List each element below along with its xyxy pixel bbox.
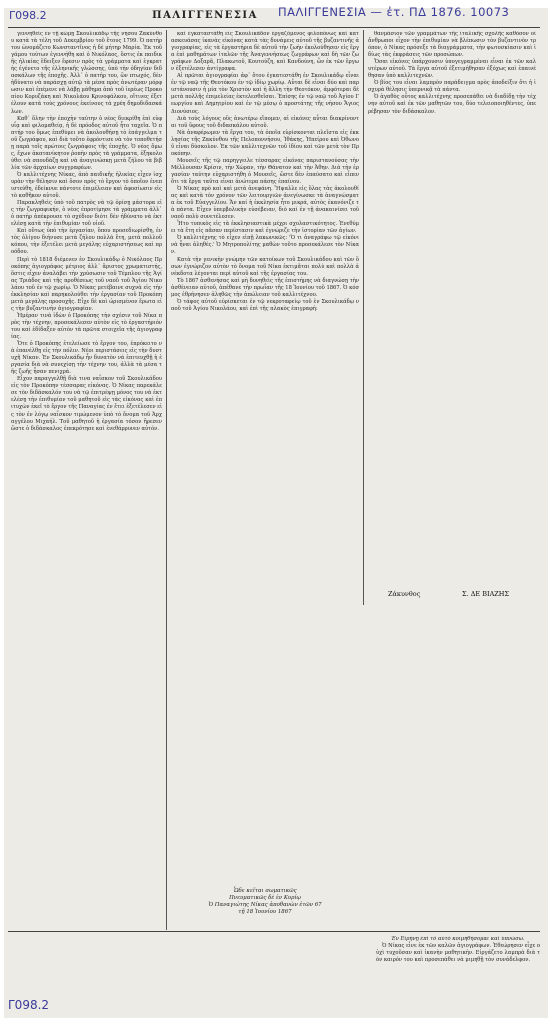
- column-bottom-right: [376, 936, 540, 1014]
- paragraph: Κατὰ τὴν γενικὴν γνώμην τῶν κατοίκων τοῦ Σκουλικάδου καὶ τῶν ὅσων ἐγνώριζον αὐτὸν τὸ ὄνομα τοῦ Νίκα ἐκτιμᾶται πολὺ καὶ πολλὰ ἀνέκδοτα λέγονται περὶ αὐτοῦ καὶ τῆς ἐργασίας του.: [171, 256, 359, 277]
- signature-author: Σ. ΔΕ ΒΙΑΖΗΣ: [462, 590, 510, 598]
- paragraph: Ἦτο τυπικὸς εἰς τὰ ἐκκλησιαστικὰ μέχρι σχολαστικότητος. Ἐνεθύμει τὰ ἔτη εἰς πᾶσαν περίστασιν καὶ ἐγνώριζε τὴν ἱστορίαν τῶν ἁγίων.: [171, 221, 359, 235]
- handwritten-catalog-number-bottom: Γ098.2: [8, 998, 50, 1012]
- paragraph: Ὁ τάφος αὐτοῦ εὑρίσκεται ἐν τῷ νεκροταφείῳ τοῦ ἐν Σκουλικάδῳ ναοῦ τοῦ Ἁγίου Νικολάου, καὶ ἐπὶ τῆς πλακὸς ἐπιγραφή:: [171, 298, 359, 312]
- column-divider: [166, 30, 167, 930]
- column-left: [11, 31, 162, 931]
- column-right: [368, 31, 536, 583]
- paragraph: Ὁ καλλιτέχνης Νίκας, ἀπὸ παιδικῆς ἡλικίας εἶχεν ἰσχυρὰν τὴν θέλησιν καὶ ὅσον πρὸς τὸ ἔργον τὸ ὁποῖον ἐνεπιστεύθη, ἐδείκνυε πάντοτε ἐπιμέλειαν καὶ ἀφοσίωσιν εἰς τὸ καθῆκον αὐτοῦ.: [11, 171, 162, 200]
- paragraph: Καθ᾽ ὅλην τὴν ἐποχὴν ταύτην ὁ νέος διεκρίθη ἐπὶ εὐφυΐᾳ καὶ φιλομαθείᾳ, ἡ δὲ πρόοδος αὐτοῦ ἦτο ταχεῖα. Ὁ πατήρ του ὅμως ἐπεθύμει νὰ ἀκολουθήσῃ τὸ ἐπάγγελμα τοῦ ζωγράφου, καὶ διὰ τοῦτο ἐφρόντισε νὰ τὸν τοποθετήσῃ παρὰ τοῖς πρώτοις ζωγράφοις τῆς ἐποχῆς. Ὁ νέος ὅμως, ἔχων ἀκατανίκητον ῥοπὴν πρὸς τὰ γράμματα, ἐξηκολούθει νὰ σπουδάζῃ καὶ νὰ ἀναγινώσκῃ μετὰ ζήλου τὰ βιβλία τῶν ἀρχαίων συγγραφέων.: [11, 115, 162, 171]
- paragraph: θανμάσιον τῶν γραμμάτων τῆς ἰταλικῆς σχολῆς καθόσον οἱ ἄνθρωποι εἶχον τὴν ἐπιθυμίαν νὰ βλέπωσιν τὸν βυζαντινὸν τρόπον, ὁ Νίκας πρόσεξε τὰ διαγράμματα, τὴν φωτοσκίασιν καὶ ἰδίως τὰς ἐκφράσεις τῶν προσώπων.: [368, 31, 536, 59]
- paragraph: Ὁ ἀγαθὸς οὗτος καλλιτέχνης προσεπάθει νὰ διαδίδῃ τὴν τέχνην αὐτοῦ καὶ ἐκ τῶν μαθητῶν του, δύο τελειοποιηθέντες, ὑπερέβησαν τὸν διδάσκαλον.: [368, 94, 536, 115]
- header-rule: [8, 27, 540, 28]
- paragraph: Ἐν Εἰρήνῃ ἐπὶ τὸ αὐτὸ κοιμηθήσομαι καὶ ὑπνώσω.: [391, 936, 525, 942]
- paragraph: Μουσεῖς τῆς τῷ παρηγγειλε τέσσαρας εἰκόνας παριστανούσας τὴν Μέλλουσαν Κρίσιν, τὴν Χώραν, τὴν Θάνατον καὶ τὴν Ἀθην. Διὰ τὴν ἐργασίαν ταύτην εὐχαριστήθη ὁ Μουσεῖς, ὥστε δὲν ἐπαύσατο καὶ εἶπεν ὅτι τὰ ἔργα ταῦτα εἶναι ἀνώτερα πάσης ἐπαίνου.: [171, 157, 359, 185]
- paragraph: Περὶ τὸ 1818 διέμενεν ἐν Σκουλικάδῳ ὁ Νικόλαος Προκόπης ἁγιογράφος μέτριος ἀλλ᾽ ἄριστος χρωματιστής, ὅστις εἶχεν ἀναλάβει τὴν χρύσωσιν τοῦ Τέμπλου τῆς Ἁγίας Τριάδος καὶ τῆς προθέσεως τοῦ ναοῦ τοῦ Ἁγίου Νικολάου τοῦ ἐν τῷ χωρίῳ. Ὁ Νίκας μετέβαινε συχνὰ εἰς τὴν ἐκκλησίαν καὶ παρηκολούθει τὴν ἐργασίαν τοῦ Προκόπη μετὰ μεγάλης προσοχῆς. Εἶχε δὲ καὶ ὡρισμένον ἔρωτα εἰς τὴν βυζαντινὴν ἁγιογραφίαν.: [11, 256, 162, 312]
- epitaph-line: Πνευματικῶς δὲ ἐν Κυρίῳ: [229, 895, 301, 901]
- column-middle: [171, 31, 359, 891]
- paragraph: Καὶ οὕτως ὑπὸ τὴν ἐργασίαν, ὅπου προσεδιωρίσθη, ἐντὸς ὀλίγου διήνυσε μετὰ ζήλου πολλὰ ἔτη, μετὰ πολλοῦ κόπου, τὴν ἐξετέλει μετὰ μεγάλης εὐχαριστήσεως καὶ προόδου.: [11, 228, 162, 256]
- handwritten-source-note: ΠΑΛΙΓΓΕΝΕΣΙΑ — ἐτ. ΠΔ 1876. 10073: [278, 5, 510, 19]
- paragraph: Παρακληθεὶς ὑπὸ τοῦ πατρὸς νὰ τῷ ὀρίσῃ μάστορα εἰς τὴν ζωγραφικήν, ὁ νέος ἐπροτίμησε τὰ γράμματα ἀλλ᾽ ὁ πατὴρ ἀπέκρουσε τὸ σχέδιον διότι δὲν ἠδύνατο νὰ ἐκτελέσῃ κατὰ τὴν ἐπιθυμίαν τοῦ υἱοῦ.: [11, 200, 162, 228]
- paragraph: Ὅτε ὁ Προκόπης ἐτελείωσε τὸ ἔργον του, ἐπρόκειτο νὰ ἐπανέλθῃ εἰς τὴν πόλιν. Νέοι περιστάσεις εἰς τὴν δυστυχῆ Νίκαν. Ἐν Σκουλικάδῳ ἦν δυνατὸν νὰ ἐπιτευχθῇ ἡ ἐργασία διὰ νὰ συνεχίσῃ τὴν τέχνην του, ἀλλὰ τὰ μέσα τῆς ζωῆς ἦσαν πενιχρά.: [11, 341, 162, 376]
- paragraph: Ὁ Νίκας εἶνε ἐκ τῶν καλῶν ἁγιογράφων. Ἐθεώρησεν εἶχε οὐχὶ τυχοῦσαν καὶ ἰκανὴν μαθητικὴν. Εἰργάζετο λαμπρὰ διὰ τὸν καιρόν του καὶ προσεπάθει νὰ μιμηθῇ τὸν συνάδελφον.: [376, 943, 540, 964]
- column-divider: [363, 30, 364, 605]
- paragraph: Αἱ πρῶται ἁγιογραφίαι ἀφ᾽ ὅτου ἐγκατεστάθη ἐν Σκουλικάδῳ εἶναι ἐν τῷ ναῷ τῆς Θεοτόκου ἐν τῷ ἰδίῳ χωρίῳ. Αὗται δὲ εἶναι δύο καὶ παριστάνουσιν ἡ μία τὸν Χριστὸν καὶ ἡ ἄλλη τὴν Θεοτόκον, ἀμφότεραι δὲ μετὰ πολλῆς ἐπιμελείας ἐκτελεσθεῖσαι. Ἐπίσης ἐν τῷ ναῷ τοῦ Ἁγίου Γεωργίου καὶ Δημητρίου καὶ ἐν τῷ μέσῳ ὁ προστάτης τῆς νήσου Ἅγιος Διονύσιος.: [171, 73, 359, 115]
- paragraph: Ἡμέραν τινὰ ἰδὼν ὁ Προκόπης τὴν σχέσιν τοῦ Νίκα πρὸς τὴν τέχνην, προσεκάλεσεν αὐτὸν εἰς τὸ ἐργαστήριόν του καὶ ἐδίδαξεν αὐτὸν τὰ πρῶτα στοιχεῖα τῆς ἁγιογραφίας.: [11, 312, 162, 341]
- epitaph-line: Ὁ Παναγιώτης Νίκας ἀποθανὼν ἐτῶν 67: [208, 902, 322, 908]
- paragraph: γεννηθεὶς ἐν τῇ κώμῃ Σκουλικάδῳ τῆς νήσου Ζακύνθου κατὰ τὰ τέλη τοῦ Δεκεμβρίου τοῦ ἔτους 1799. Ὁ πατήρ του ὠνομάζετο Κωνσταντῖνος ἡ δὲ μήτηρ Μαρία. Ἐκ τοῦ γάμου τούτων ἐγεννήθη καὶ ὁ Νικόλαος, ὅστις ἐκ παιδικῆς ἡλικίας ἔδειξεν ἔφεσιν πρὸς τὰ γράμματα καὶ ἐγκρατὴς ἐγένετο τῆς ἑλληνικῆς γλώσσης, ὑπὸ τὴν ὁδηγίαν διδασκάλων τῆς ἐποχῆς. Ἀλλ᾽ ὁ πατήρ του, ὢν πτωχός, δὲν ἠδύνατο νὰ παράσχῃ αὐτῷ τὰ μέσα πρὸς ἀνωτέραν μόρφωσιν καὶ ἐπέμενε νὰ λάβῃ μάθημα ἀπὸ τοῦ ἱερέως Προκοπίου Κορυζάκη καὶ Νικολάου Κρινοφάλκου, οἵτινες ἐξετέλουν κατὰ τοὺς χρόνους ἐκείνους τὰ χρέη δημοδιδασκάλων.: [11, 31, 162, 115]
- paragraph: Διὰ τοὺς λόγους οὓς ἀνωτέρω εἴπομεν, αἱ εἰκόνες αὗται διακρίνονται τοῦ ὕφους τοῦ διδασκάλου αὐτοῦ.: [171, 115, 359, 129]
- paragraph: Νὰ ἀναφέρωμεν τὰ ἔργα του, τὰ ὁποῖα εὑρίσκονται πλεῖστα εἰς ἐκκλησίας τῆς Ζακύνθου τῆς Πελοποννήσου, Ἰθάκης, Ἠπείρου καὶ Ὀθωνοῦ εἶναι δύσκολον. Ἐκ τῶν καλλιτεχνῶν τοῦ ἰδίου καὶ τῶν μετὰ τὸν Προκόπην.: [171, 129, 359, 157]
- epitaph: [171, 888, 359, 916]
- paragraph: Ὁ βίος του εἶναι λαμπρὸν παράδειγμα πρὸς ἀποδείξιν ὅτι ἡ ἰσχυρὰ θέλησις ὑπερνικᾷ τὰ πάντα.: [368, 80, 536, 94]
- paragraph: Εἶχον παραγγελθῇ διὰ τινα ναΐσκον τοῦ Σκουλικάδου εἰς τὸν Προκόπην τέσσαρας εἰκόνας. Ὁ Νίκας παρεκάλεσε τὸν διδάσκαλόν του νὰ τῷ ἐπιτρέψῃ μόνος του νὰ ἐκτελέσῃ τὴν ἐπιθυμίαν τοῦ μαθητοῦ εἰς τὰς εἰκόνας καὶ ἐπιτυχὼν ἐκεῖ τὸ ἔργον τῆς Παναγίας ἐν ἔτει ἐξετέλεσεν εἰς τὸν ἐν λόγῳ ναΐσκον τιμώμενον ὑπὸ τὸ ὄνομα τοῦ Ἀρχαγγέλου Μιχαήλ. Τοῦ μαθητοῦ ἡ ἐργασία τόσον ἤρεσεν ὥστε ὁ διδάσκαλος ἐπεκρότησε καὶ ἐνεθάρρυνεν αὐτόν.: [11, 376, 162, 432]
- paragraph: Ὁ Νίκας πρὸ καὶ καὶ μετὰ ἀνεφάνη. Ἤψαλλε εἰς ὅλας τὰς ἀκολουθίας καὶ κατὰ τὸν χρόνον τῶν λειτουργιῶν ἀνεγίνωσκε τὰ ἀναγνώσματα ἐκ τοῦ Εὐαγγελίου. Ἄν καί ἡ ἐκκλησία ἦτο μικρά, αὐτὸς ἐκανόνιζε τὰ πάντα. Εἶχεν ὑπερβολικὴν εὐσέβειαν, διὸ καὶ ἐν τῇ ἀνακαινίσει τοῦ ναοῦ πολὺ συνετέλεσεν.: [171, 186, 359, 221]
- paragraph: Ὅσαι εἰκόνες ὑπάρχουσιν ὑπογεγραμμέναι εἶναι ἐκ τῶν καλυτέρων αὐτοῦ. Τὰ ἔργα αὐτοῦ ἐξετιμήθησαν ἐξόχως καὶ ἐπαινέθησαν ὑπὸ καλλιτεχνῶν.: [368, 59, 536, 80]
- newspaper-masthead: ΠΑΛΙΓΓΕΝΕΣΙΑ: [152, 10, 258, 21]
- epitaph-line: τῇ 18 Ἰουνίου 1867: [238, 909, 292, 915]
- paragraph: καὶ ἐγκαταστάθη εἰς Σκουλικάδον ἐργαζόμενος φιλοπόνως καὶ κατασκευάσας ἱκανὰς εἰκόνας κατὰ τὰς δυνάμεις αὐτοῦ τῆς βυζαντινῆς ἁγιογραφίας, εἰς τὰ ἐργαστήρια δὲ αὐτοῦ τὴν ζωὴν ἐκολούθησεν εἰς ἔργα ἐπὶ μαθημάτων ἰταλῶν τῆς Ἀναγεννήσεως ζωγράφων καὶ δὴ τῶν ζωγράφων Δοξαρᾶ, Πλακωτοῦ, Κουτούζη, καὶ Κανδούνη, ὧν ἐκ τῶν ἔργων ἐξετέλεσεν ἀντίγραφα.: [171, 31, 359, 73]
- handwritten-catalog-number: Γ098.2: [9, 9, 47, 22]
- epitaph-line: Ὧδε κεῖται σωματικῶς: [233, 888, 297, 894]
- signature-place: Ζάκυνθος: [388, 590, 421, 598]
- paragraph: Τὸ 1867 ἀσθενήσας καὶ μὴ δυνηθεὶς τῆς ἐπιστήμης νὰ διαγνώσῃ τὴν ἀσθένειαν αὐτοῦ, ἀπέθανε τὴν πρωΐαν τῆς 18 Ἰουνίου τοῦ 1867. Ὁ κόσμος ἐθρήνησεν ἀληθῶς τὴν ἀπώλειαν τοῦ καλλιτέχνου.: [171, 277, 359, 298]
- paragraph: Ὁ καλλιτέχνης τὸ εἶχεν εἰπῇ λακωνικῶς: 'Ὁ τι ἀναγράφω τῷ εἰκόνι νὰ ἦναι ἀληθές.' Ὁ Μητροπολίτης μαθὼν τοῦτο προσεκάλεσε τὸν Νίκαν.: [171, 235, 359, 256]
- fold-rule: [8, 931, 540, 932]
